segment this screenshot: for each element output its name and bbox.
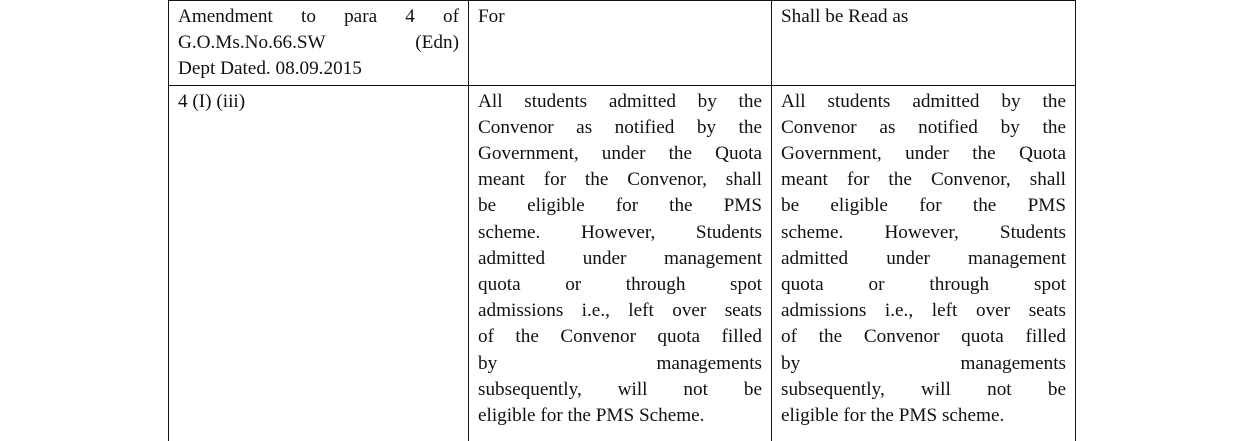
for-text-line: subsequently, will not be bbox=[478, 378, 762, 400]
reference-cell bbox=[169, 85, 469, 441]
read-as-text-line: Government, under the Quota bbox=[781, 143, 1066, 165]
for-text-line: Convenor as notified by the bbox=[478, 116, 762, 138]
read-as-text-line: be eligible for the PMS bbox=[781, 195, 1066, 217]
read-as-text-line: eligible for the PMS scheme. bbox=[781, 405, 1005, 427]
header-amendment-line: Dept Dated. 08.09.2015 bbox=[178, 58, 362, 80]
read-as-text-line: admissions i.e., left over seats bbox=[781, 300, 1066, 322]
header-amendment-line: G.O.Ms.No.66.SW (Edn) bbox=[178, 32, 459, 54]
for-text-line: All students admitted by the bbox=[478, 90, 762, 112]
read-as-text-line: of the Convenor quota filled bbox=[781, 326, 1066, 348]
header-read-as-label: Shall be Read as bbox=[781, 6, 909, 27]
read-as-text-line: subsequently, will not be bbox=[781, 378, 1066, 400]
read-as-text-line: All students admitted by the bbox=[781, 90, 1066, 112]
for-text-line: of the Convenor quota filled bbox=[478, 326, 762, 348]
for-text-line: scheme. However, Students bbox=[478, 221, 762, 243]
for-text-line: admitted under management bbox=[478, 247, 762, 269]
read-as-text-line: Convenor as notified by the bbox=[781, 116, 1066, 138]
for-text-line: Government, under the Quota bbox=[478, 143, 762, 165]
header-for-label: For bbox=[478, 6, 505, 27]
header-for-cell bbox=[469, 1, 772, 86]
read-as-text-line: scheme. However, Students bbox=[781, 221, 1066, 243]
header-amendment-line: Amendment to para 4 of bbox=[178, 6, 459, 27]
for-text-cell bbox=[469, 85, 772, 441]
for-text-line: admissions i.e., left over seats bbox=[478, 300, 762, 322]
for-text-line: be eligible for the PMS bbox=[478, 195, 762, 217]
read-as-text-cell bbox=[772, 85, 1076, 441]
amendment-table bbox=[168, 0, 1076, 441]
read-as-text-line: meant for the Convenor, shall bbox=[781, 169, 1066, 191]
read-as-text-line: quota or through spot bbox=[781, 274, 1066, 296]
read-as-text-line: by managements bbox=[781, 352, 1066, 374]
table-header-row bbox=[169, 1, 1076, 86]
for-text-line: quota or through spot bbox=[478, 274, 762, 296]
table-row bbox=[169, 85, 1076, 441]
header-amendment-cell bbox=[169, 1, 469, 86]
for-text-line: meant for the Convenor, shall bbox=[478, 169, 762, 191]
read-as-text-line: admitted under management bbox=[781, 247, 1066, 269]
for-text-line: eligible for the PMS Scheme. bbox=[478, 405, 705, 427]
for-text-line: by managements bbox=[478, 352, 762, 374]
paragraph-reference: 4 (I) (iii) bbox=[178, 90, 246, 112]
header-read-as-cell bbox=[772, 1, 1076, 86]
